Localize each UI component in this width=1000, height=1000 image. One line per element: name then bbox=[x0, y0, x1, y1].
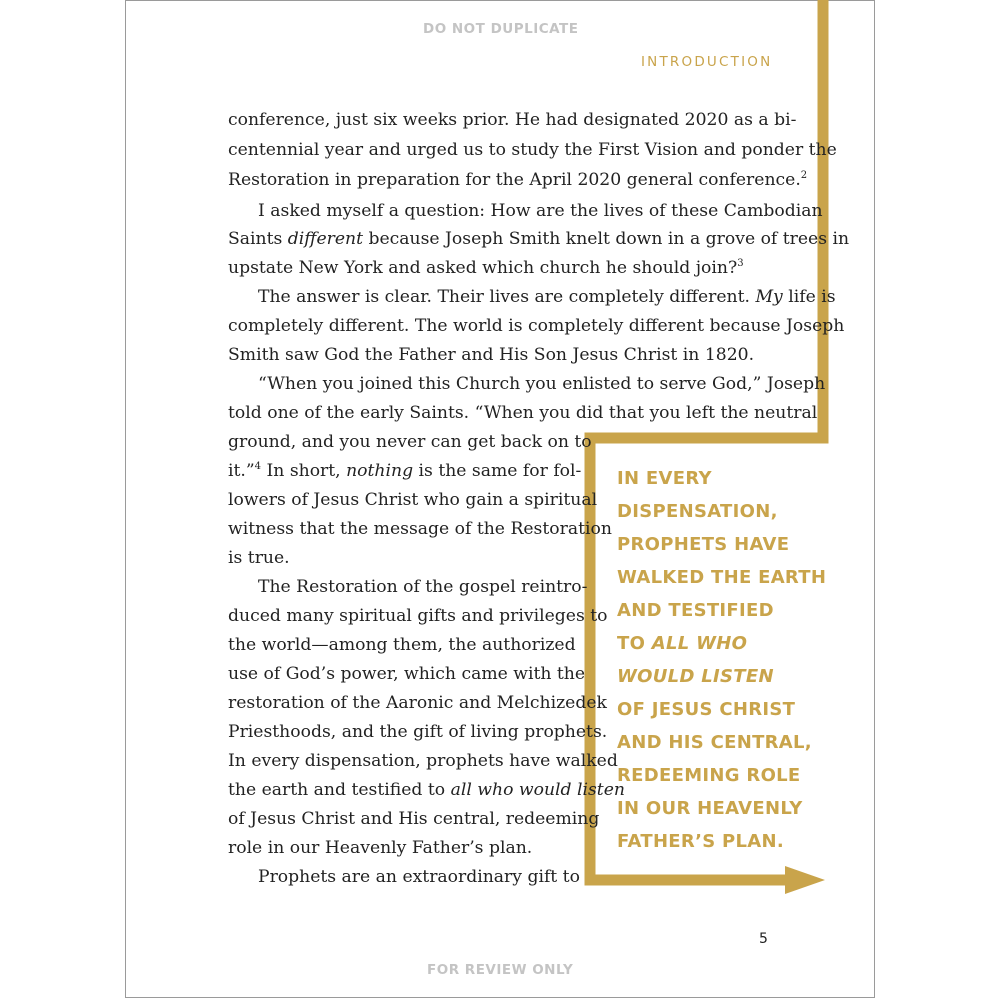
body-line: told one of the early Saints. “When you did that you left the neutral bbox=[228, 403, 818, 423]
body-line: The Restoration of the gospel reintro- bbox=[258, 577, 588, 597]
body-line: upstate New York and asked which church he should join?$^3$ bbox=[228, 258, 744, 278]
pull-quote-line: AND TESTIFIED bbox=[617, 600, 774, 621]
body-line: use of God’s power, which came with the bbox=[228, 664, 586, 684]
body-line: the world—among them, the authorized bbox=[228, 635, 576, 655]
pull-quote-line: OF JESUS CHRIST bbox=[617, 699, 796, 720]
watermark-top: DO NOT DUPLICATE bbox=[423, 21, 579, 37]
pull-quote-line: FATHER’S PLAN. bbox=[617, 831, 785, 852]
pull-quote-line: WALKED THE EARTH bbox=[617, 567, 827, 588]
body-line: conference, just six weeks prior. He had designated 2020 as a bi- bbox=[228, 110, 797, 130]
body-line: duced many spiritual gifts and privileges to bbox=[228, 606, 608, 626]
footnote-ref: 2 bbox=[800, 170, 808, 181]
body-line: ground, and you never can get back on to bbox=[228, 432, 592, 452]
body-line: is true. bbox=[228, 548, 290, 568]
body-line: Restoration in preparation for the April 2020 general conference.$^2$ bbox=[228, 170, 808, 190]
body-line: it.”$^4$ In short, nothing is the same for fol- bbox=[228, 461, 582, 481]
running-head: INTRODUCTION bbox=[641, 54, 773, 70]
body-line: centennial year and urged us to study the First Vision and ponder the bbox=[228, 140, 837, 160]
arrow-icon bbox=[785, 866, 825, 894]
body-line: of Jesus Christ and His central, redeeming bbox=[228, 809, 600, 829]
pull-quote-line: WOULD LISTEN bbox=[617, 666, 774, 687]
body-line: Smith saw God the Father and His Son Jesus Christ in 1820. bbox=[228, 345, 755, 365]
page-number: 5 bbox=[759, 931, 768, 947]
body-line: Saints different because Joseph Smith knelt down in a grove of trees in bbox=[228, 229, 850, 249]
body-line: In every dispensation, prophets have walked bbox=[228, 751, 618, 771]
pull-quote-line: TO ALL WHO bbox=[617, 633, 748, 654]
body-line: “When you joined this Church you enlisted to serve God,” Joseph bbox=[258, 374, 826, 394]
body-line: I asked myself a question: How are the lives of these Cambodian bbox=[258, 201, 823, 221]
body-line: witness that the message of the Restoration bbox=[228, 519, 612, 539]
body-line: lowers of Jesus Christ who gain a spiritual bbox=[228, 490, 598, 510]
footnote-ref: 3 bbox=[737, 258, 744, 269]
body-line: Priesthoods, and the gift of living prophets. bbox=[228, 722, 608, 742]
body-line: role in our Heavenly Father’s plan. bbox=[228, 838, 533, 858]
pull-quote-line: PROPHETS HAVE bbox=[617, 534, 790, 555]
body-line: The answer is clear. Their lives are completely different. My life is bbox=[258, 287, 836, 307]
body-line: completely different. The world is completely different because Joseph bbox=[228, 316, 845, 336]
watermark-bottom: FOR REVIEW ONLY bbox=[427, 962, 574, 978]
footnote-ref: 4 bbox=[254, 461, 262, 472]
body-line: the earth and testified to all who would listen bbox=[228, 780, 625, 800]
pull-quote-line: IN EVERY bbox=[617, 468, 712, 489]
pull-quote-line: REDEEMING ROLE bbox=[617, 765, 801, 786]
pull-quote-line: DISPENSATION, bbox=[617, 501, 778, 522]
body-line: Prophets are an extraordinary gift to bbox=[258, 867, 580, 887]
body-line: restoration of the Aaronic and Melchizedek bbox=[228, 693, 607, 713]
pull-quote-line: AND HIS CENTRAL, bbox=[617, 732, 812, 753]
pull-quote-line: IN OUR HEAVENLY bbox=[617, 798, 803, 819]
